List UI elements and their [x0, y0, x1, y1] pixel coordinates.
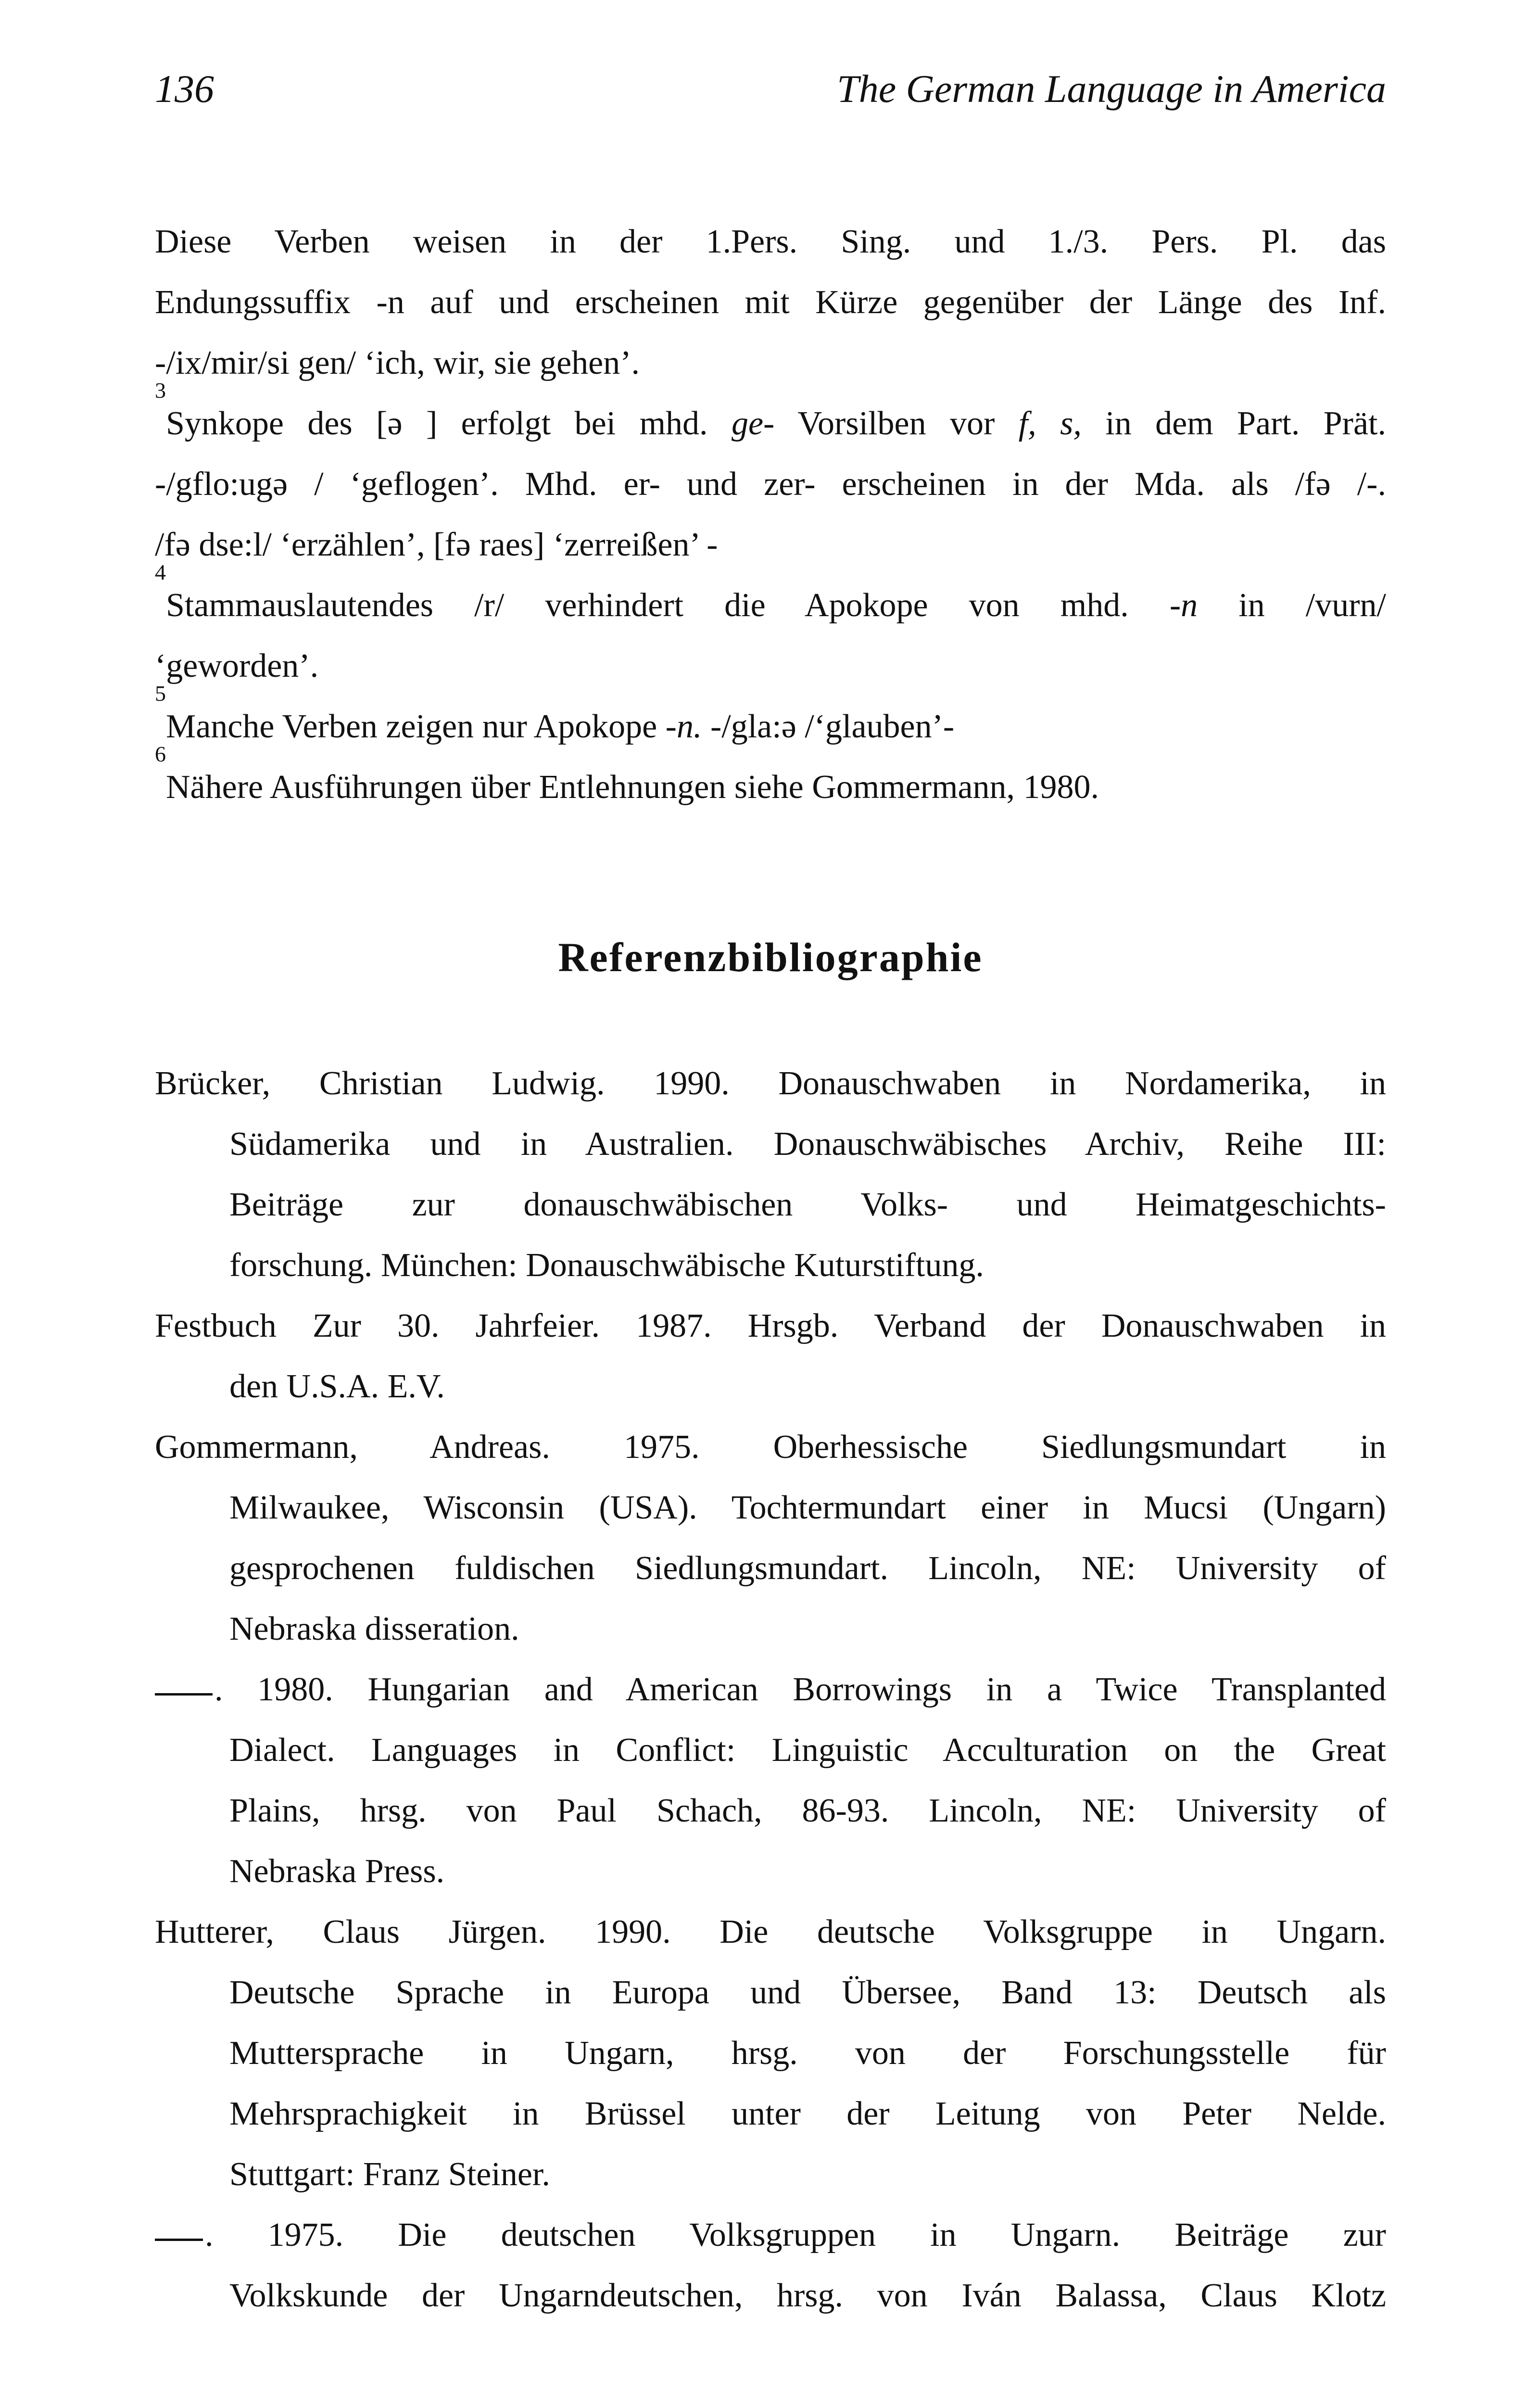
note-text: Stammauslautendes /r/ verhindert die Apokope von mhd. — [166, 587, 1170, 624]
note-text: in dem Part. Prät. — [1081, 405, 1386, 442]
note-text: -/gla:ə /‘glauben’- — [702, 708, 955, 745]
note-line — [155, 560, 1387, 636]
note-line — [155, 742, 1386, 818]
bib-line: Volkskunde der Ungarndeutschen, hrsg. von Iván Balassa, Claus Klotz — [229, 2277, 1386, 2314]
note-text: Nähere Ausführungen über Entlehnungen siehe Gommermann, 1980. — [166, 769, 1099, 806]
bib-line: Südamerika und in Australien. Donauschwäbisches Archiv, Reihe III: — [229, 1126, 1386, 1163]
bib-line: Beiträge zur donauschwäbischen Volks- und Heimatgeschichts- — [229, 1186, 1386, 1223]
note-line: -/gflo:ugə / ‘geflogen’. Mhd. er- und zer- erscheinen in der Mda. als /fə /-. — [155, 466, 1386, 503]
bib-line: Dialect. Languages in Conflict: Linguistic Acculturation on the Great — [229, 1732, 1386, 1769]
note-italic: -n. — [665, 708, 702, 745]
note-text: Synkope des [ə ] erfolgt bei mhd. — [166, 405, 732, 442]
bib-entry — [155, 1902, 1386, 2205]
bib-line-with-dash — [155, 2205, 1386, 2266]
note-text: Manche Verben zeigen nur Apokope — [166, 708, 666, 745]
bib-line: Muttersprache in Ungarn, hrsg. von der Forschungsstelle für — [229, 2035, 1386, 2072]
bibliography-list — [155, 1053, 1386, 2326]
note-2 — [155, 212, 1386, 393]
bib-line: gesprochenen fuldischen Siedlungsmundart. Lincoln, NE: University of — [229, 1550, 1386, 1587]
repeat-author-dash — [155, 2238, 203, 2241]
note-italic: f, s, — [1018, 405, 1082, 442]
bib-line: Plains, hrsg. von Paul Schach, 86-93. Lincoln, NE: University of — [229, 1792, 1386, 1829]
note-marker: 5 — [155, 681, 166, 706]
section-heading: Referenzbibliographie — [558, 934, 983, 980]
bib-entry — [155, 1417, 1386, 1659]
bib-line: Gommermann, Andreas. 1975. Oberhessische Siedlungsmundart in — [155, 1429, 1386, 1466]
bib-entry — [155, 1659, 1386, 1902]
bib-entry — [155, 2205, 1386, 2326]
running-title: The German Language in America — [837, 67, 1386, 111]
repeat-author-dash — [155, 1693, 213, 1696]
bib-text: . 1980. Hungarian and American Borrowings in a Twice Transplanted — [215, 1671, 1386, 1708]
note-line — [155, 681, 1386, 757]
note-text: Vorsilben vor — [774, 405, 1019, 442]
bib-entry — [155, 1296, 1386, 1417]
note-line: -/ix/mir/si gen/ ‘ich, wir, sie gehen’. — [155, 344, 640, 381]
bib-line: Deutsche Sprache in Europa und Übersee, Band 13: Deutsch als — [229, 1974, 1386, 2011]
bib-text: . 1975. Die deutschen Volksgruppen in Ungarn. Beiträge zur — [205, 2216, 1386, 2253]
bib-line: Milwaukee, Wisconsin (USA). Tochtermundart einer in Mucsi (Ungarn) — [229, 1489, 1386, 1526]
bib-line-with-dash — [155, 1659, 1386, 1720]
bib-line: Nebraska Press. — [229, 1853, 445, 1890]
note-3 — [155, 378, 1386, 575]
running-header — [155, 63, 1386, 115]
note-line — [155, 378, 1386, 454]
bib-line: Festbuch Zur 30. Jahrfeier. 1987. Hrsgb. Verband der Donauschwaben in — [155, 1307, 1386, 1344]
bib-line: Mehrsprachigkeit in Brüssel unter der Leitung von Peter Nelde. — [229, 2095, 1386, 2132]
note-marker: 4 — [155, 560, 166, 584]
note-line: ‘geworden’. — [155, 647, 319, 684]
bib-line: Hutterer, Claus Jürgen. 1990. Die deutsche Volksgruppe in Ungarn. — [155, 1913, 1386, 1950]
note-italic: -n — [1169, 587, 1198, 624]
note-6 — [155, 742, 1386, 818]
note-line: /fə dse:l/ ‘erzählen’, [fə raes] ‘zerreißen’ - — [155, 526, 718, 563]
bib-line: Brücker, Christian Ludwig. 1990. Donauschwaben in Nordamerika, in — [155, 1065, 1386, 1102]
page-number: 136 — [155, 67, 214, 111]
note-line: Endungssuffix -n auf und erscheinen mit Kürze gegenüber der Länge des Inf. — [155, 284, 1386, 321]
bib-entry — [155, 1053, 1386, 1296]
bib-line: Nebraska disseration. — [229, 1610, 519, 1647]
bib-line: forschung. München: Donauschwäbische Kuturstiftung. — [229, 1247, 984, 1284]
note-4 — [155, 560, 1387, 696]
note-italic: ge- — [731, 405, 775, 442]
bib-line: Stuttgart: Franz Steiner. — [229, 2156, 550, 2193]
note-text: in /vurn/ — [1198, 587, 1387, 624]
endnotes — [155, 212, 1386, 818]
bib-line: den U.S.A. E.V. — [229, 1368, 445, 1405]
note-line: Diese Verben weisen in der 1.Pers. Sing. und 1./3. Pers. Pl. das — [155, 223, 1386, 260]
note-5 — [155, 681, 1386, 757]
note-marker: 3 — [155, 378, 166, 403]
note-marker: 6 — [155, 742, 166, 766]
